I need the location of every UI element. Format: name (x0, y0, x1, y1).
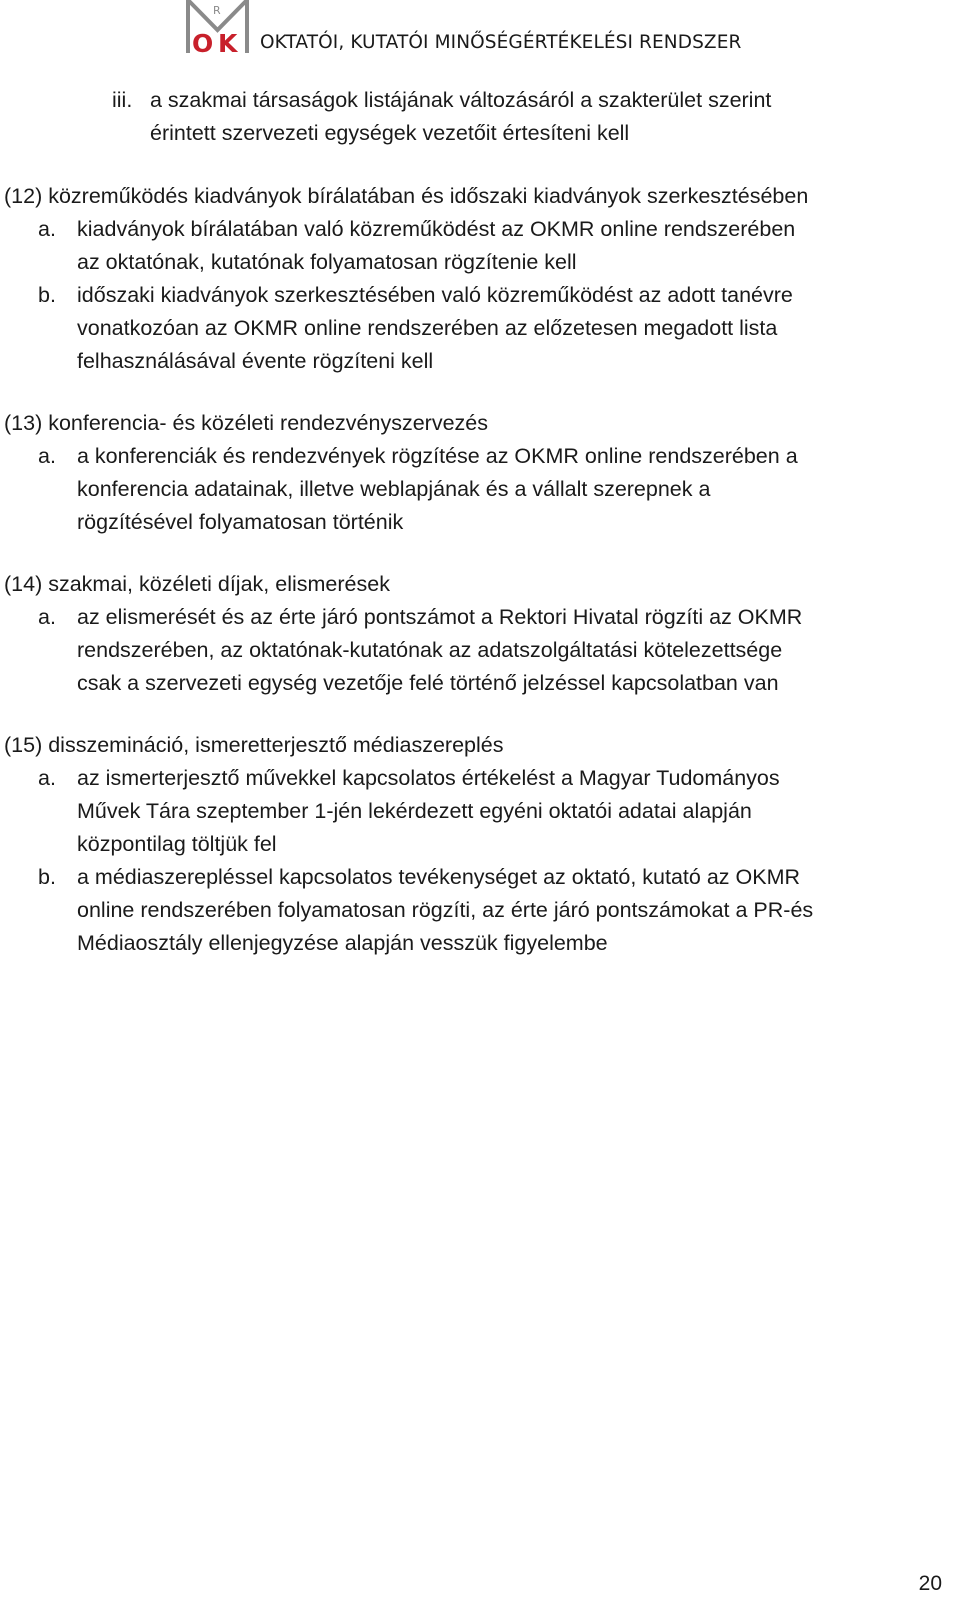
list-item-text: vonatkozóan az OKMR online rendszerében az előzetesen megadott lista (77, 316, 778, 340)
header-title: OKTATÓI, KUTATÓI MINŐSÉGÉRTÉKELÉSI RENDSZER (260, 32, 742, 53)
list-marker: b. (38, 865, 56, 889)
list-item-text: a médiaszerepléssel kapcsolatos tevékenységet az oktató, kutató az OKMR (77, 865, 801, 889)
list-item-text: a konferenciák és rendezvények rögzítése az OKMR online rendszerében a (77, 444, 798, 468)
list-item-text: érintett szervezeti egységek vezetőit értesíteni kell (150, 121, 630, 145)
section-heading-12: (12) közreműködés kiadványok bírálatában és időszaki kiadványok szerkesztésében (4, 184, 809, 208)
list-marker: b. (38, 283, 56, 307)
list-marker: a. (38, 605, 56, 629)
section-heading-14: (14) szakmai, közéleti díjak, elismerések (4, 572, 390, 596)
list-item-text: az oktatónak, kutatónak folyamatosan rögzítenie kell (77, 250, 577, 274)
list-marker: a. (38, 444, 56, 468)
svg-text:R: R (213, 4, 221, 17)
list-item-text: az elismerését és az érte járó pontszámot a Rektori Hivatal rögzíti az OKMR (77, 605, 803, 629)
list-item-text: online rendszerében folyamatosan rögzíti, az érte járó pontszámokat a PR-és (77, 898, 814, 922)
list-item-text: a szakmai társaságok listájának változásáról a szakterület szerint (150, 88, 772, 112)
list-marker: iii. (112, 88, 133, 112)
svg-text:K: K (218, 29, 238, 55)
list-item-text: rögzítésével folyamatosan történik (77, 510, 404, 534)
section-heading-13: (13) konferencia- és közéleti rendezvényszervezés (4, 411, 488, 435)
list-marker: a. (38, 766, 56, 790)
list-item-text: az ismerterjesztő művekkel kapcsolatos értékelést a Magyar Tudományos (77, 766, 780, 790)
list-marker: a. (38, 217, 56, 241)
list-item-text: Médiaosztály ellenjegyzése alapján vesszük figyelembe (77, 931, 608, 955)
list-item-text: központilag töltjük fel (77, 832, 277, 856)
list-item-text: konferencia adatainak, illetve weblapjának és a vállalt szerepnek a (77, 477, 711, 501)
svg-text:O: O (192, 29, 214, 55)
list-item-text: Művek Tára szeptember 1-jén lekérdezett egyéni oktatói adatai alapján (77, 799, 752, 823)
page-number: 20 (918, 1572, 942, 1595)
list-item-text: rendszerében, az oktatónak-kutatónak az adatszolgáltatási kötelezettsége (77, 638, 783, 662)
okmr-logo (186, 0, 249, 55)
list-item-text: kiadványok bírálatában való közreműködést az OKMR online rendszerében (77, 217, 796, 241)
list-item-text: felhasználásával évente rögzíteni kell (77, 349, 434, 373)
page-header (0, 0, 960, 60)
section-heading-15: (15) disszemináció, ismeretterjesztő médiaszereplés (4, 733, 504, 757)
list-item-text: időszaki kiadványok szerkesztésében való közreműködést az adott tanévre (77, 283, 793, 307)
list-item-text: csak a szervezeti egység vezetője felé történő jelzéssel kapcsolatban van (77, 671, 779, 695)
